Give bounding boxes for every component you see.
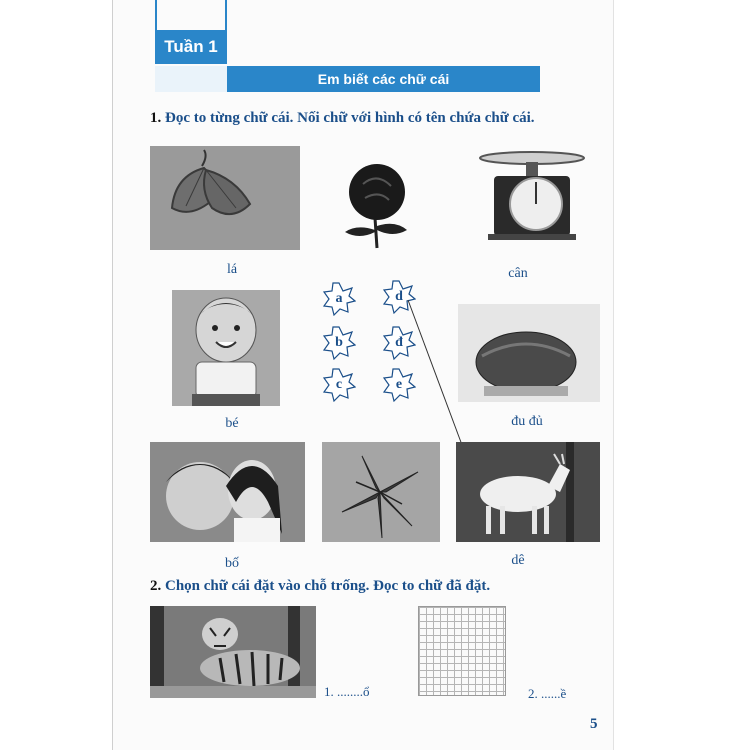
caption-du-du: đu đủ [511, 414, 543, 429]
goat-picture [456, 442, 600, 542]
letter-e: e [395, 377, 403, 392]
blank-1[interactable]: 1. ........ổ [324, 684, 370, 699]
week-tab: Tuần 1 [155, 30, 227, 64]
tiger-picture [150, 606, 316, 698]
father-child-picture [150, 442, 305, 542]
letter-c: c [335, 377, 343, 392]
exercise-1-instruction: Đọc to từng chữ cái. Nối chữ với hình có tên chứa chữ cái. [165, 110, 535, 126]
tiger-illustration [150, 606, 316, 698]
papaya-illustration [458, 304, 600, 402]
letter-a: a [335, 291, 343, 306]
exercise-2-heading [150, 578, 490, 595]
lily-flower-picture [322, 442, 440, 542]
goat-illustration [456, 442, 600, 542]
grid-box [418, 606, 506, 696]
papaya-picture [458, 304, 600, 402]
caption-bo: bố [225, 556, 239, 571]
father-child-illustration [150, 442, 305, 542]
letter-b: b [335, 335, 343, 350]
caption-la: lá [226, 262, 238, 277]
exercise-2-number: 2. [150, 578, 162, 594]
page-number: 5 [590, 716, 598, 732]
caption-can: cân [508, 266, 528, 281]
blank-2[interactable]: 2. ......ề [528, 686, 567, 701]
caption-de: dê [511, 553, 525, 568]
lily-illustration [322, 442, 440, 542]
caption-be: bé [225, 416, 239, 431]
letter-d: d [395, 289, 403, 304]
lesson-title: Em biết các chữ cái [227, 66, 540, 92]
exercise-2-instruction: Chọn chữ cái đặt vào chỗ trống. Đọc to chữ đã đặt. [165, 578, 491, 594]
exercise-1-number: 1. [150, 110, 162, 126]
letter-dd: đ [395, 335, 403, 350]
